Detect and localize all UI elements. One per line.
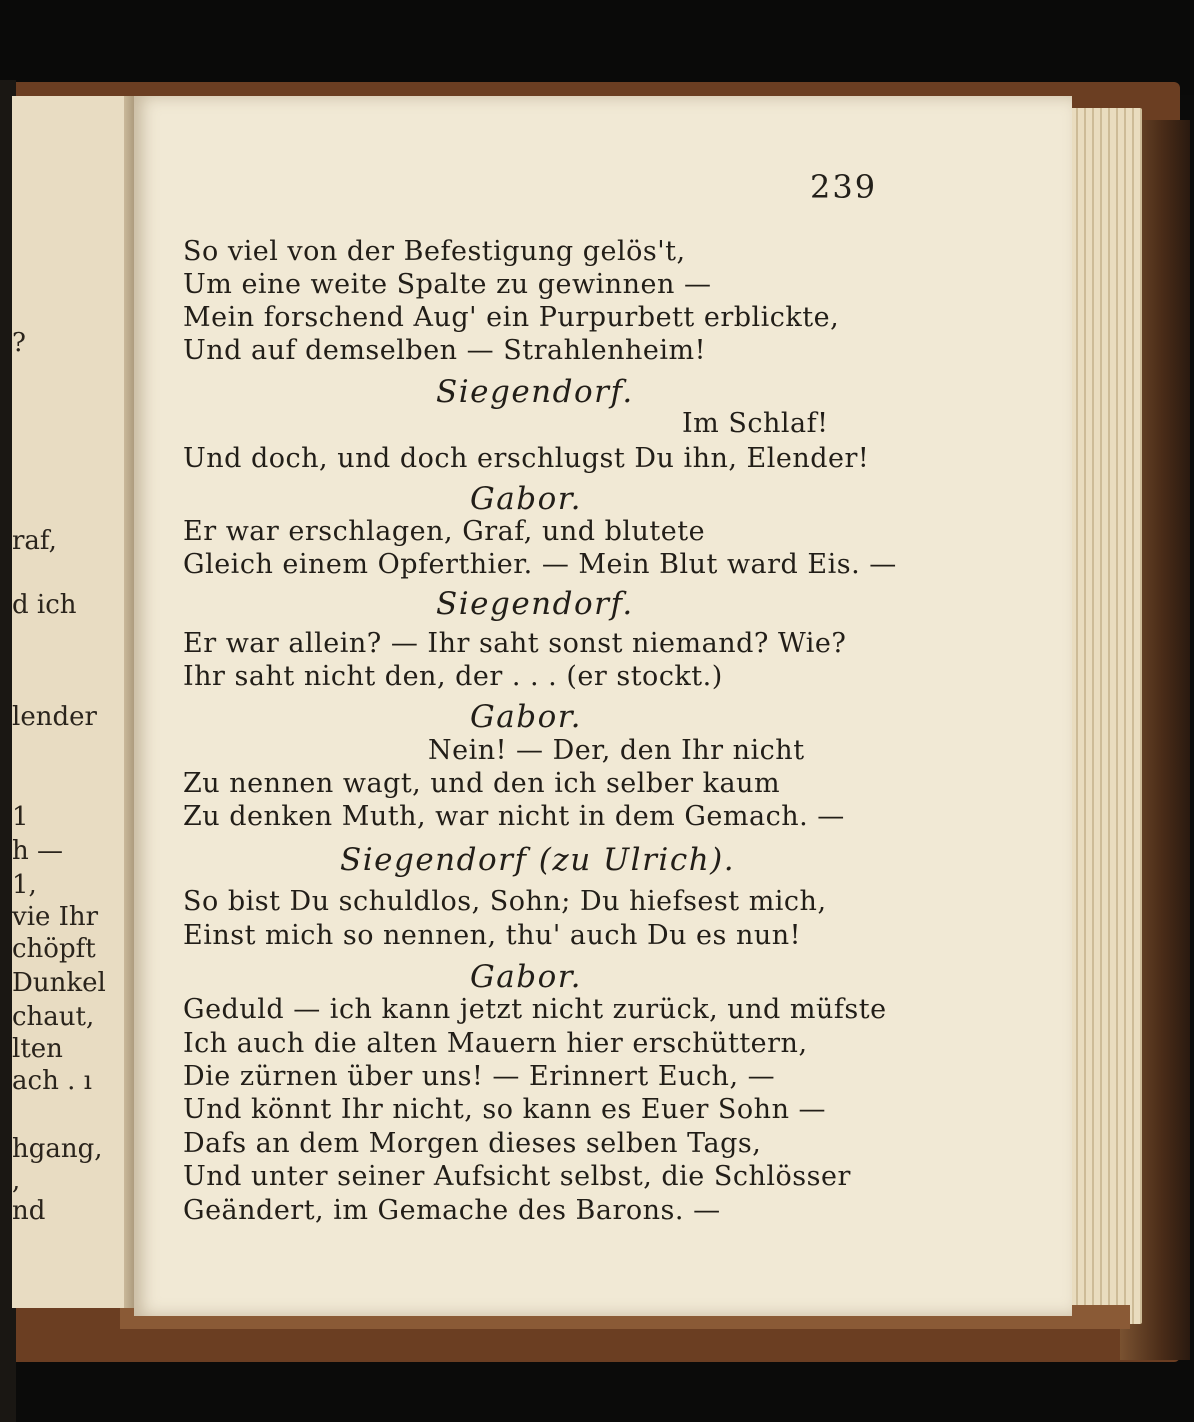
verse-line: Dafs an dem Morgen dieses selben Tags,	[183, 1128, 762, 1159]
left-page-fragment: nd	[12, 1196, 46, 1226]
verse-line: Gleich einem Opferthier. — Mein Blut ward Eis. —	[183, 549, 897, 580]
background	[0, 0, 1194, 95]
left-page-fragment: 1,	[12, 870, 37, 900]
verse-line: Nein! — Der, den Ihr nicht	[428, 735, 805, 766]
verse-line: Die zürnen über uns! — Erinnert Euch, —	[183, 1061, 776, 1092]
left-page-fragment: 1	[12, 802, 29, 832]
verse-line: Und unter seiner Aufsicht selbst, die Schlösser	[183, 1161, 851, 1192]
verse-line: Zu nennen wagt, und den ich selber kaum	[183, 768, 781, 799]
page-edges	[1070, 108, 1142, 1324]
left-page-fragment: raf,	[12, 526, 57, 556]
left-page-fragment: hgang,	[12, 1134, 103, 1164]
left-page-fragment: chaut,	[12, 1002, 95, 1032]
verse-line: So viel von der Befestigung gelös't,	[183, 236, 686, 267]
speaker-heading: Gabor.	[470, 699, 583, 735]
verse-line: Ihr saht nicht den, der . . . (er stockt.)	[183, 661, 723, 692]
verse-line: Einst mich so nennen, thu' auch Du es nun!	[183, 920, 801, 951]
speaker-heading: Siegendorf.	[436, 586, 634, 622]
verse-line: Er war allein? — Ihr saht sonst niemand? Wie?	[183, 628, 847, 659]
left-page-fragment: lten	[12, 1034, 63, 1064]
verse-line: Und könnt Ihr nicht, so kann es Euer Sohn —	[183, 1094, 827, 1125]
left-page-fragment: ach . ı	[12, 1066, 92, 1096]
verse-line: Und doch, und doch erschlugst Du ihn, Elender!	[183, 443, 870, 474]
verse-line: Geduld — ich kann jetzt nicht zurück, und müfste	[183, 994, 887, 1025]
verse-line: Im Schlaf!	[682, 408, 829, 439]
speaker-heading: Siegendorf.	[436, 374, 634, 410]
left-page-fragment: d ich	[12, 590, 77, 620]
left-page-fragment: ,	[12, 1166, 21, 1196]
verse-line: Zu denken Muth, war nicht in dem Gemach. —	[183, 801, 845, 832]
verse-line: Ich auch die alten Mauern hier erschüttern,	[183, 1028, 808, 1059]
left-page-fragment: ?	[12, 328, 26, 358]
verse-line: Er war erschlagen, Graf, und blutete	[183, 516, 706, 547]
left-page-fragment: h —	[12, 836, 64, 866]
speaker-heading: Gabor.	[470, 481, 583, 517]
left-page-fragment: lender	[12, 702, 97, 732]
verse-line: So bist Du schuldlos, Sohn; Du hiefsest mich,	[183, 886, 827, 917]
left-page-fragment: chöpft	[12, 934, 96, 964]
verse-line: Um eine weite Spalte zu gewinnen —	[183, 269, 712, 300]
left-page-fragment: vie Ihr	[12, 902, 99, 932]
verse-line: Geändert, im Gemache des Barons. —	[183, 1195, 721, 1226]
page-number: 239	[810, 168, 878, 206]
speaker-heading: Gabor.	[470, 959, 583, 995]
verse-line: Und auf demselben — Strahlenheim!	[183, 335, 706, 366]
speaker-heading: Siegendorf (zu Ulrich).	[340, 842, 736, 878]
verse-line: Mein forschend Aug' ein Purpurbett erblickte,	[183, 302, 840, 333]
left-page-fragment: Dunkel	[12, 968, 106, 998]
left-page	[12, 96, 138, 1308]
